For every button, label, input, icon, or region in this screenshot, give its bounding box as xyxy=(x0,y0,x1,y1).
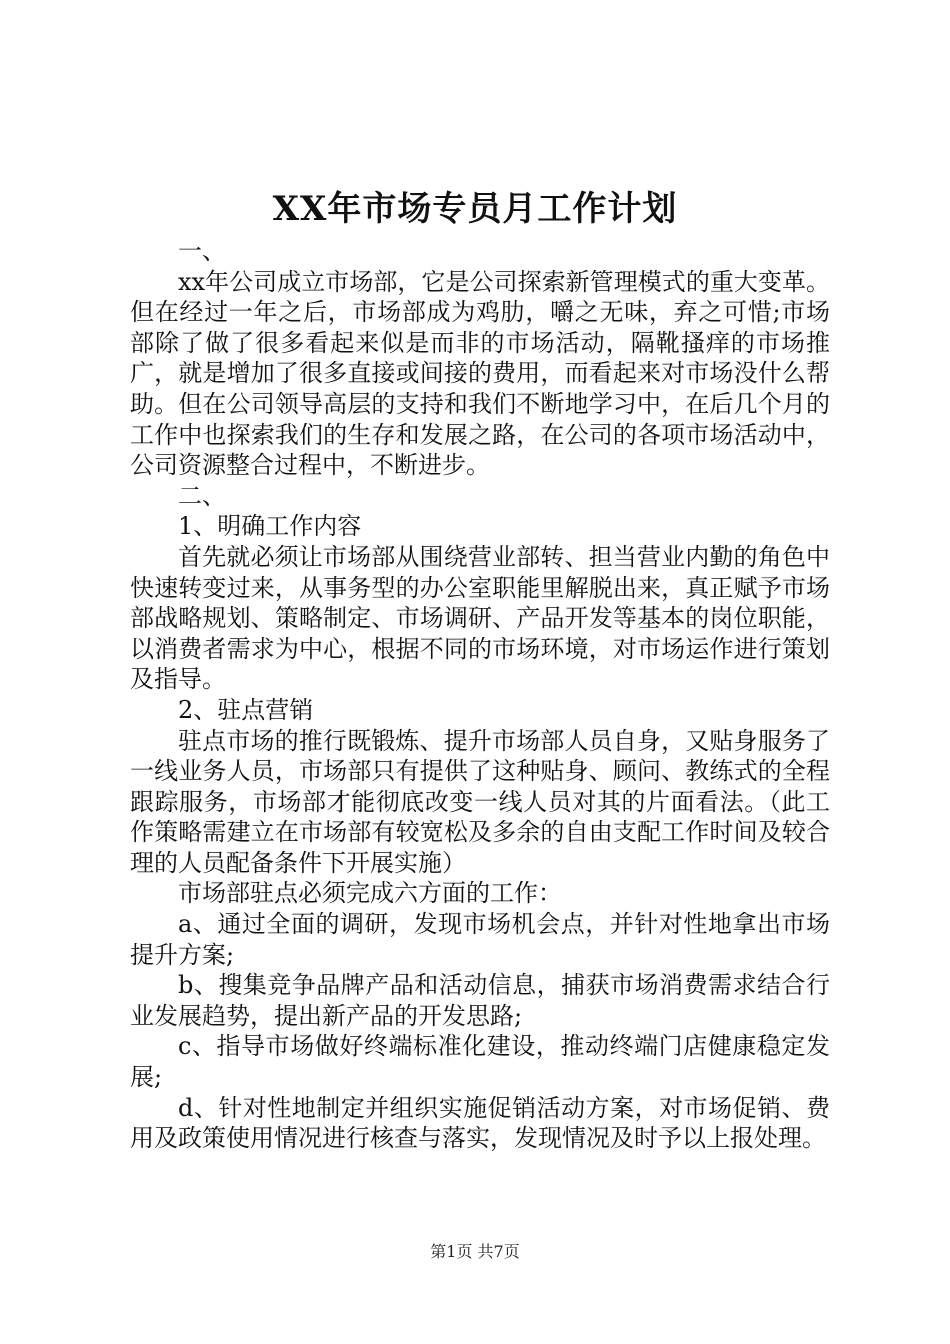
list-item-c: c、指导市场做好终端标准化建设，推动终端门店健康稳定发展; xyxy=(130,1032,830,1092)
section-heading-2: 二、 xyxy=(178,481,226,510)
document-body xyxy=(130,236,830,1154)
paragraph-on-site-marketing: 驻点市场的推行既锻炼、提升市场部人员自身，又贴身服务了一线业务人员，市场部只有提供了这种贴身、顾问、教练式的全程跟踪服务，市场部才能彻底改变一线人员对其的片面看法。（此工作策略需建立在市场部有较宽松及多余的自由支配工作时间及较合理的人员配备条件下开展实施） xyxy=(130,726,830,877)
section-heading-1: 一、 xyxy=(178,237,226,265)
page-footer: 第1页 共7页 xyxy=(430,1242,520,1261)
paragraph-intro: xx年公司成立市场部，它是公司探索新管理模式的重大变革。但在经过一年之后，市场部成为鸡肋，嚼之无味，弃之可惜;市场部除了做了很多看起来似是而非的市场活动，隔靴搔痒的市场推广，就是增加了很多直接或间接的费用，而看起来对市场没什么帮助。但在公司领导高层的支持和我们不断地学习中，在后几个月的工作中也探索我们的生存和发展之路，在公司的各项市场活动中，公司资源整合过程中，不断进步。 xyxy=(130,267,830,480)
list-item-d: d、针对性地制定并组织实施促销活动方案，对市场促销、费用及政策使用情况进行核查与落实，发现情况及时予以上报处理。 xyxy=(130,1093,830,1153)
paragraph-work-content: 首先就必须让市场部从围绕营业部转、担当营业内勤的角色中快速转变过来，从事务型的办公室职能里解脱出来，真正赋予市场部战略规划、策略制定、市场调研、产品开发等基本的岗位职能，以消费者需求为中心，根据不同的市场环境，对市场运作进行策划及指导。 xyxy=(130,542,830,694)
document-title: XX年市场专员月工作计划 xyxy=(272,189,678,229)
list-item-b: b、搜集竞争品牌产品和活动信息，捕获市场消费需求结合行业发展趋势，提出新产品的开发思路; xyxy=(130,971,830,1030)
list-item-a: a、通过全面的调研，发现市场机会点，并针对性地拿出市场提升方案; xyxy=(130,910,830,969)
paragraph-six-tasks: 市场部驻点必须完成六方面的工作： xyxy=(178,879,562,908)
subheading-on-site-marketing: 2、驻点营销 xyxy=(178,695,314,724)
subheading-work-content: 1、明确工作内容 xyxy=(178,512,362,541)
